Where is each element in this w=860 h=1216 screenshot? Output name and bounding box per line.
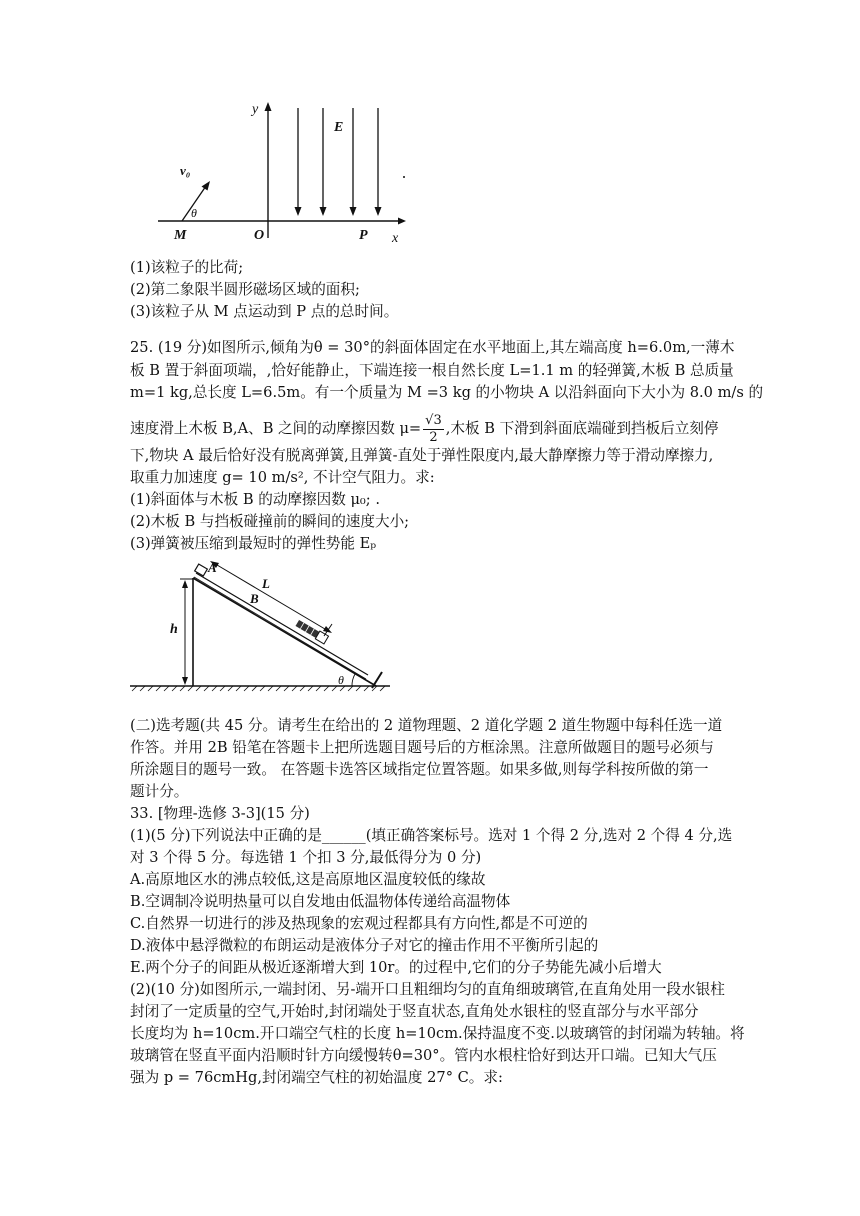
x-axis-label: x [392,231,399,246]
label-l: L [262,576,270,591]
incline-slope [193,578,376,686]
point-o-label: O [254,228,265,243]
field-figure [150,98,420,248]
point-m-label: M [174,228,187,243]
y-axis-label: y [252,102,259,117]
q25-line-6: 取重力加速度 g= 10 m/s², 不计空气阻力。求: [130,469,435,486]
field-arrowheads [295,207,382,216]
q33-p2-line-3: 长度均为 h=10cm.开口端空气柱的长度 h=10cm.保持温度不变.以玻璃管的封闭端为转轴。将 [130,1025,745,1042]
mu-fraction [423,413,444,446]
elective-line-2: 作答。并用 2B 铅笔在答题卡上把所选题目题号后的方框涂黑。注意所做题目的题号必须与 [130,739,714,756]
q33-option-d: D.液体中悬浮微粒的布朗运动是液体分子对它的撞击作用不平衡所引起的 [130,937,599,954]
q33-option-e: E.两个分子的间距从极近逐渐增大到 10r。的过程中,它们的分子势能先减小后增大 [130,959,662,976]
q24-item-2: (2)第二象限半圆形磁场区域的面积; [130,281,360,298]
q25-line-1: 25. (19 分)如图所示,倾角为θ = 30°的斜面体固定在水平地面上,其左端高度 h=6.0m,一薄木 [130,339,735,356]
angle-label: θ [191,206,197,220]
elective-line-3: 所涂题目的题号一致。 在答题卡选答区域指定位置答题。如果多做,则每学科按所做的第一 [130,761,709,778]
incline-figure [128,560,408,700]
q25-line-4-pre: 速度滑上木板 B,A、B 之间的动摩擦因数 μ= [130,420,422,437]
q33-option-c: C.自然界一切进行的涉及热现象的宏观过程都具有方向性,都是不可逆的 [130,915,588,932]
angle-arc [352,674,355,686]
q33-title: 33. [物理-选修 3-3](15 分) [130,805,310,822]
q33-p2-line-2: 封闭了一定质量的空气,开始时,封闭端处于竖直状态,直角处水银柱的竖直部分与水平部分 [130,1003,699,1020]
label-theta: θ [338,673,344,687]
dimension-h-arrow-top-icon [182,580,188,588]
label-b: B [250,591,259,606]
q33-p2-line-5: 强为 p = 76cmHg,封闭端空气柱的初始温度 27° C。求: [130,1069,503,1086]
x-axis-arrow-icon [398,218,406,225]
label-a: A [208,560,217,575]
block-a [195,564,208,576]
q33-p2-line-4: 玻璃管在竖直平面内沿顺时针方向缓慢转θ=30°。管内水根柱恰好到达开口端。已知大气压 [130,1047,717,1064]
q25-line-4 [130,408,718,450]
dot-mark [403,176,405,178]
q25-sub-2: (2)木板 B 与挡板碰撞前的瞬间的速度大小; [130,513,410,530]
q33-p2-line-1: (2)(10 分)如图所示,一端封闭、另-端开口且粗细均匀的直角细玻璃管,在直角处用一段水银柱 [130,981,725,998]
q33-p1-line-2: 对 3 个得 5 分。每选错 1 个扣 3 分,最低得分为 0 分) [130,849,482,866]
mu-fraction-denominator: 2 [429,429,438,445]
elective-line-4: 题计分。 [130,783,189,800]
board-b [196,573,368,675]
field-label: E [334,120,344,135]
q25-line-4-post: ,木板 B 下滑到斜面底端碰到挡板后立刻停 [445,420,719,437]
q24-item-1: (1)该粒子的比荷; [130,259,244,276]
dimension-l-arrow-end-icon [323,626,332,633]
y-axis-arrow-icon [265,102,272,111]
velocity-arrow-icon [202,181,211,191]
q25-line-5: 下,物块 A 最后恰好没有脱离弹簧,且弹簧-直处于弹性限度内,最大静摩擦力等于滑动摩擦力, [130,447,714,464]
q25-sub-3: (3)弹簧被压缩到最短时的弹性势能 Eₚ [130,535,377,552]
dimension-h-arrow-bottom-icon [182,677,188,685]
q24-item-3: (3)该粒子从 M 点运动到 P 点的总时间。 [130,303,399,320]
q25-line-2: 板 B 置于斜面项端，,恰好能静止，下端连接一根自然长度 L=1.1 m 的轻弹簧,木板 B 总质量 [130,362,734,379]
dimension-l-line [212,562,330,632]
q33-option-b: B.空调制冷说明热量可以自发地由低温物体传递给高温物体 [130,893,511,910]
q33-p1-line-1: (1)(5 分)下列说法中正确的是______(填正确答案标号。选对 1 个得 2 分,选对 2 个得 4 分,选 [130,827,733,844]
elective-line-1: (二)选考题(共 45 分。请考生在给出的 2 道物理题、2 道化学题 2 道生物题中每科任选一道 [130,717,723,734]
q33-option-a: A.高原地区水的沸点较低,这是高原地区温度较低的缘故 [130,871,486,888]
q25-sub-1: (1)斜面体与木板 B 的动摩擦因数 μ₀; . [130,491,380,508]
q25-line-3: m=1 kg,总长度 L=6.5m。有一个质量为 M =3 kg 的小物块 A 以沿斜面向下大小为 8.0 m/s 的 [130,384,764,401]
board-b-edge [194,577,366,679]
point-p-label: P [359,228,368,243]
velocity-label: v₀ [180,163,191,178]
label-h: h [170,622,178,637]
mu-fraction-numerator: √3 [425,412,442,428]
